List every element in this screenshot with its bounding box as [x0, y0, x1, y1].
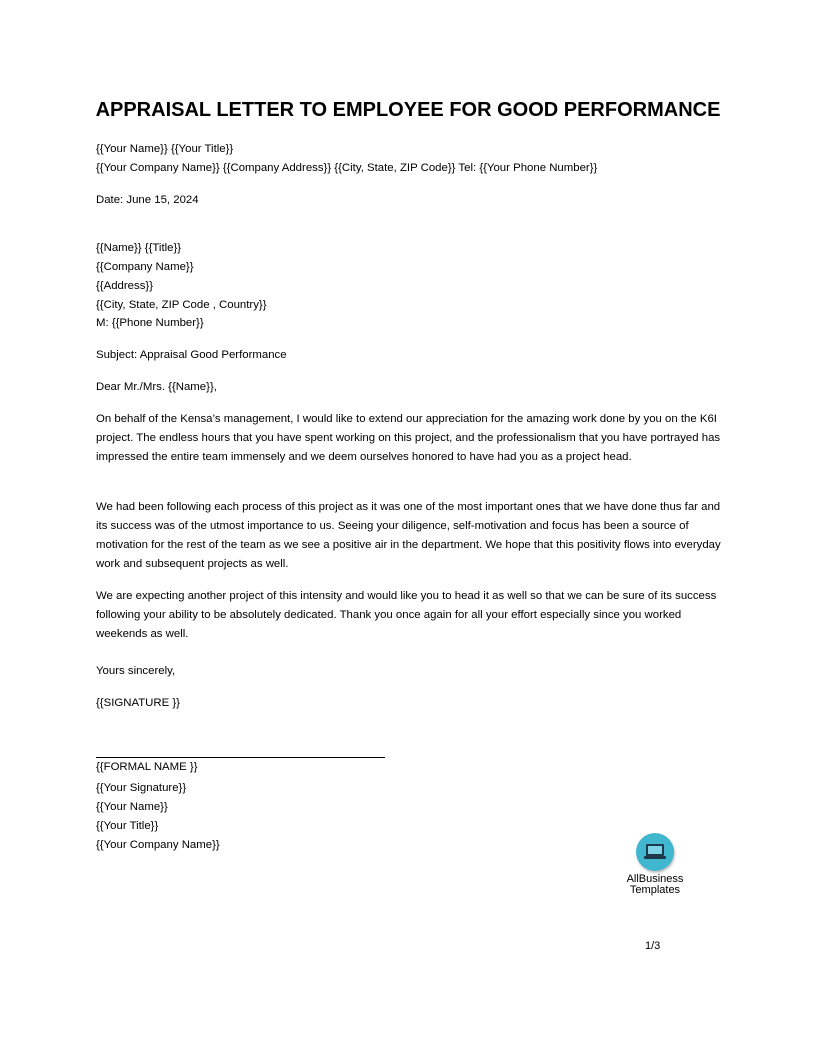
body-paragraph: We are expecting another project of this intensity and would like you to head it as well so that we can be sure of its success following your ability to be absolutely dedicated. Thank you once again for all your effort especially since you worked weekends as well. — [96, 590, 717, 640]
recipient-city: {{City, State, ZIP Code , Country}} — [96, 299, 267, 311]
recipient-phone: M: {{Phone Number}} — [96, 317, 204, 329]
signature-line — [96, 757, 385, 758]
letter-subject: Subject: Appraisal Good Performance — [96, 349, 287, 361]
letter-date: Date: June 15, 2024 — [96, 194, 199, 206]
formal-name: {{FORMAL NAME }} — [96, 761, 198, 773]
recipient-company: {{Company Name}} — [96, 261, 194, 273]
letter-salutation: Dear Mr./Mrs. {{Name}}, — [96, 381, 217, 393]
allbusiness-templates-logo — [620, 833, 690, 896]
recipient-name-title: {{Name}} {{Title}} — [96, 242, 182, 254]
page-number: 1/3 — [645, 940, 661, 952]
signoff-company: {{Your Company Name}} — [96, 839, 220, 851]
logo-text-line1: AllBusiness — [626, 873, 684, 885]
signoff-signature: {{Your Signature}} — [96, 782, 187, 794]
laptop-icon — [636, 833, 674, 871]
body-paragraph: On behalf of the Kensa’s management, I would like to extend our appreciation for the amazing work done by you on the K6I project. The endless hours that you have spent working on this project, and the professionalism that you have portrayed has impressed the entire team immensely and we deem ourselves honored to have had you as a project head. — [96, 413, 721, 463]
sender-company-address: {{Your Company Name}} {{Company Address}} {{City, State, ZIP Code}} Tel: {{Your Phone Number}} — [96, 162, 598, 174]
signature-placeholder: {{SIGNATURE }} — [96, 697, 180, 709]
signoff-name: {{Your Name}} — [96, 801, 168, 813]
recipient-address: {{Address}} — [96, 280, 154, 292]
letter-closing: Yours sincerely, — [96, 665, 176, 677]
body-paragraph: We had been following each process of this project as it was one of the most important ones that we have done thus far and its success was of the utmost importance to us. Seeing your diligence, self-motivation and focus has been a source of motivation for the rest of the team as we see a positive air in the department. We hope that this positivity flows into everyday work and subsequent projects as well. — [96, 501, 721, 570]
logo-text-line2: Templates — [629, 884, 681, 896]
sender-name-title: {{Your Name}} {{Your Title}} — [96, 143, 234, 155]
document-title: APPRAISAL LETTER TO EMPLOYEE FOR GOOD PERFORMANCE — [95, 99, 721, 121]
signoff-title: {{Your Title}} — [96, 820, 159, 832]
